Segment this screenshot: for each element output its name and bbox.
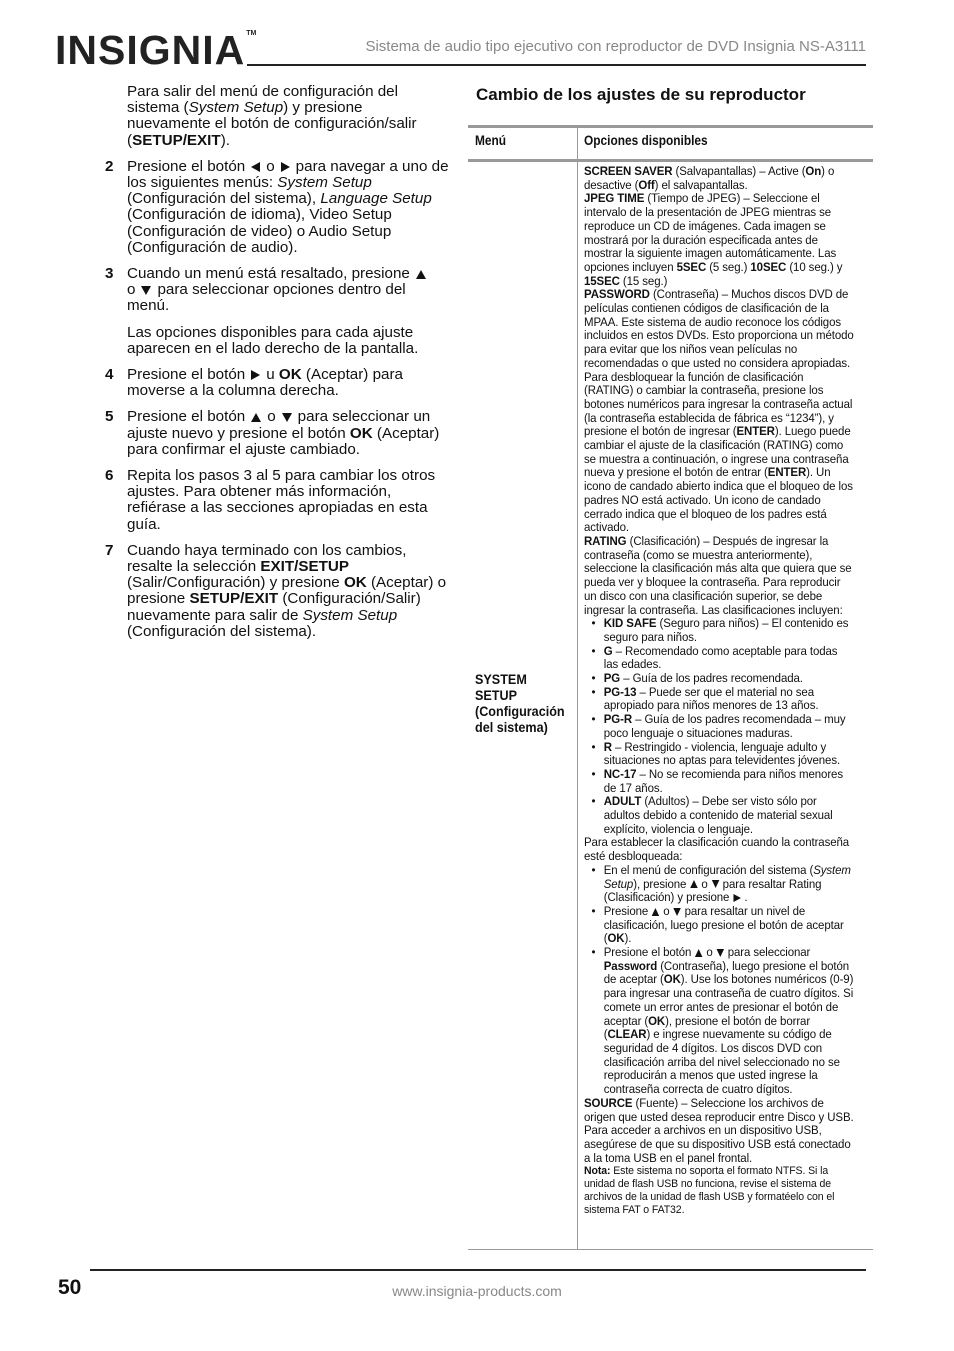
text: Nota: [584, 1165, 611, 1178]
usb-note [584, 1165, 855, 1216]
up-arrow-icon [251, 413, 261, 422]
down-arrow-icon [711, 880, 719, 888]
text: OK [343, 574, 367, 592]
page-number: 50 [58, 1276, 82, 1299]
text: ). Luego puede cambiar el ajuste de la clasificación (RATING) como se muestra a continuación, o ingrese una contraseña nueva y presione el botón de entrar ( [584, 424, 851, 480]
table-top-rule [468, 125, 873, 128]
text: (Seguro para niños) – El contenido es seguro para niños. [603, 616, 849, 644]
text: ). [624, 931, 632, 946]
down-arrow-icon [673, 908, 681, 916]
text: (Clasificación) – Después de ingresar la contraseña (como se muestra anteriormente), seleccione la clasificación más alta que quiera que se pueda ver y bloquee la contraseña. Para reproducir un disco con una clasificación superior, se debe ingresar la contraseña. Las clasificaciones incluyen: [584, 533, 852, 617]
text: SCREEN SAVER [584, 164, 673, 178]
table-header-rule [468, 159, 873, 162]
list-item [584, 795, 855, 836]
text: Presione el botón [127, 366, 246, 384]
left-arrow-icon [251, 162, 260, 172]
jpeg-time-option [584, 192, 855, 288]
text: (15 seg.) [619, 273, 668, 288]
text: para seleccionar un ajuste nuevo y presione el botón [127, 408, 431, 442]
list-item [584, 645, 855, 672]
text: ). Un icono de candado abierto indica que el bloqueo de los padres NO está activado. Un icono de candado cerrado indica que el bloqueo de los padres está activado. [584, 465, 853, 535]
text: para seleccionar [727, 945, 811, 960]
footer-rule [90, 1269, 866, 1271]
text: o [663, 903, 670, 918]
text: System Setup [188, 99, 284, 117]
text: Cuando un menú está resaltado, presione [127, 265, 410, 283]
text: – No se recomienda para niños menores de 17 años. [603, 766, 843, 795]
list-item [584, 617, 855, 644]
text: – Guía de los padres recomendada – muy poco lenguaje o situaciones maduras. [603, 712, 846, 740]
unlock-intro: Para establecer la clasificación cuando la contraseña esté desbloqueada: [584, 835, 850, 864]
text: o [706, 945, 713, 960]
step-text [127, 159, 450, 256]
text: 15SEC [584, 273, 620, 288]
text: ). [220, 131, 230, 149]
text: Para salir del menú de configuración del sistema ( [127, 83, 399, 117]
text: System Setup [603, 862, 851, 891]
down-arrow-icon [282, 413, 292, 422]
menu-label-line: SYSTEM [475, 671, 527, 687]
text: (Contraseña) – Muchos discos DVD de películas contienen códigos de clasificación de la MPAA. Este sistema de audio reconoce los códigos incluidos en estos DVDs. Esto proporciona un método para evitar que los niños vean películas no recomendadas o que usted no considera apropiadas. Para desbloquear la función de clasificación (RATING) o cambiar la contraseña, presione los botones numéricos para ingresar la contraseña actual (la contraseña establecida de fábrica es “1234”), y presione el botón de ingresar ( [584, 287, 854, 439]
step-4 [105, 367, 450, 399]
text: KID SAFE [603, 616, 657, 631]
footer-url: www.insignia-products.com [392, 1283, 562, 1299]
step-number: 6 [105, 467, 114, 485]
text: 5SEC [676, 259, 707, 274]
text: Off [638, 177, 655, 192]
step-text [127, 543, 450, 640]
text: (Configuración del sistema). [127, 622, 317, 640]
step-3 [105, 266, 450, 315]
text: (Configuración/Salir) nuevamente para salir de [127, 590, 421, 624]
text: ) e ingrese nuevamente su código de seguridad de 4 dígitos. Los discos DVD con clasificación arriba del nivel seleccionado no se reproducirán a menos que usted ingrese la contraseña correcta de cuatro dígitos. [603, 1027, 840, 1097]
text: (Adultos) – Debe ser visto sólo por adultos debido a contenido de material sexual explícito, violencia o lenguaje. [603, 794, 833, 836]
insignia-logo [55, 27, 257, 73]
text: En el menú de configuración del sistema ( [603, 862, 814, 877]
step-5 [105, 409, 450, 458]
text: Presione el botón [603, 945, 692, 960]
text: (Fuente) – Seleccione los archivos de origen que usted desea reproducir entre Disco y USB. Para acceder a archivos en un dispositivo USB, asegúrese de que su dispositivo USB está conectado a la toma USB en el panel frontal. [584, 1095, 854, 1165]
text: (Contraseña), luego presione el botón de aceptar ( [603, 958, 850, 987]
menu-label-line: (Configuración [475, 703, 565, 719]
text: . [744, 890, 748, 905]
text: para resaltar Rating (Clasificación) y presione [603, 876, 822, 905]
menu-label-line: SETUP [475, 687, 518, 703]
step-number: 3 [105, 265, 114, 283]
list-item [584, 768, 855, 795]
table-bottom-rule [468, 1249, 873, 1250]
text: G [603, 643, 613, 658]
step-2 [105, 159, 450, 256]
text: (Salvapantallas) – Active ( [672, 164, 806, 178]
step-3-note: Las opciones disponibles para cada ajuste aparecen en el lado derecho de la pantalla. [127, 323, 419, 357]
text: ENTER [767, 465, 807, 480]
step-number: 5 [105, 408, 114, 426]
list-item [584, 905, 855, 946]
text: (Aceptar) para confirmar el ajuste cambiado. [127, 424, 440, 458]
list-item [584, 946, 855, 1097]
text: EXIT/SETUP [260, 558, 350, 576]
text: o [127, 281, 136, 299]
step-7 [105, 543, 450, 640]
text: ), presione el botón de borrar ( [603, 1013, 811, 1042]
list-item [584, 686, 855, 713]
text: (Aceptar) o presione [127, 574, 447, 608]
up-arrow-icon [652, 908, 660, 916]
menu-label-line: del sistema) [475, 719, 548, 735]
text: ) el salvapantallas. [654, 177, 748, 192]
screen-saver-option [584, 165, 855, 192]
text: OK [648, 1013, 666, 1028]
text: para seleccionar opciones dentro del menú. [127, 281, 406, 315]
text: OK [278, 366, 302, 384]
header-title: Sistema de audio tipo ejecutivo con reproductor de DVD Insignia NS-A3111 [365, 38, 866, 55]
step-6 [105, 468, 450, 533]
text: ) o desactive ( [584, 164, 835, 192]
text: SETUP/EXIT [189, 590, 279, 608]
up-arrow-icon [690, 880, 698, 888]
table-header-options: Opciones disponibles [584, 132, 708, 148]
text: – Restringido - violencia, lenguaje adulto y situaciones no aptas para televidentes jóvenes. [603, 739, 841, 768]
right-arrow-icon [733, 894, 741, 902]
menu-cell [475, 671, 565, 735]
text: (Configuración de idioma), Video Setup (Configuración de video) o Audio Setup (Configuración de audio). [127, 206, 392, 256]
text: – Guía de los padres recomendada. [620, 671, 803, 686]
logo-text: INSIGNIA [55, 27, 246, 73]
text: ENTER [736, 424, 775, 439]
text: Language Setup [320, 190, 432, 208]
intro-paragraph [127, 84, 450, 149]
down-arrow-icon [141, 286, 151, 295]
text: o [267, 408, 276, 426]
table-column-divider [577, 128, 578, 1249]
text: (10 seg.) y [786, 259, 843, 274]
text: ) y presione nuevamente el botón de configuración/salir ( [127, 99, 417, 149]
text: PG-R [603, 712, 633, 727]
text: System Setup [302, 606, 398, 624]
text: OK [349, 424, 373, 442]
text: para resaltar un nivel de clasificación, luego presione el botón de aceptar ( [603, 903, 844, 946]
text: ADULT [603, 794, 642, 809]
text: Presione [603, 903, 649, 918]
right-arrow-icon [251, 370, 260, 380]
list-item [584, 672, 855, 686]
text: PG-13 [603, 684, 637, 699]
text: OK [663, 972, 681, 987]
text: (Configuración del sistema), [127, 190, 321, 208]
step-text [127, 367, 450, 399]
header-rule [247, 64, 866, 66]
step-text [127, 266, 450, 315]
text: Cuando haya terminado con los cambios, resalte la selección [127, 541, 407, 576]
rating-list [584, 617, 855, 836]
list-item [584, 713, 855, 740]
text: PASSWORD [584, 287, 650, 302]
up-arrow-icon [416, 270, 426, 279]
text: o [266, 157, 275, 175]
text: – Recomendado como aceptable para todas las edades. [603, 643, 838, 672]
right-arrow-icon [281, 162, 290, 172]
text: (Tiempo de JPEG) – Seleccione el intervalo de la presentación de JPEG mientras se reproduce un CD de imágenes. Cada imagen se mostrará por la duración especificada antes de mostrar la siguiente imagen automáticamente. Las opciones incluyen [584, 191, 837, 274]
list-item [584, 864, 855, 905]
source-option [584, 1097, 855, 1166]
text: SETUP/EXIT [132, 131, 221, 149]
up-arrow-icon [695, 949, 703, 957]
step-text: Repita los pasos 3 al 5 para cambiar los otros ajustes. Para obtener más información, refiérase a las secciones apropiadas en esta guía. [127, 467, 436, 533]
text: (Salir/Configuración) y presione [127, 574, 344, 592]
text: ). Use los botones numéricos (0-9) para ingresar una contraseña de cuatro dígitos. Si comete un error antes de presionar el botón de aceptar ( [603, 972, 854, 1028]
rating-option [584, 535, 855, 617]
options-cell [584, 165, 855, 1217]
text: Password [603, 958, 658, 973]
table-header-menu: Menú [475, 132, 507, 148]
text: Presione el botón [127, 157, 246, 175]
logo-trademark: TM [246, 30, 257, 37]
text: Presione el botón [127, 408, 246, 426]
text: NC-17 [603, 766, 637, 781]
text: PG [603, 671, 621, 686]
text: u [266, 366, 279, 384]
step-text [127, 409, 450, 458]
unlock-steps [584, 864, 855, 1097]
text: para navegar a uno de los siguientes menús: [127, 157, 449, 192]
text: (5 seg.) [706, 259, 751, 274]
step-number: 2 [105, 157, 114, 175]
text: JPEG TIME [584, 191, 645, 206]
text: ), presione [633, 876, 687, 891]
text: Este sistema no soporta el formato NTFS. Si la unidad de flash USB no funciona, revise el sistema de archivos de la unidad de flash USB y formatéelo con el sistema FAT o FAT32. [584, 1165, 835, 1216]
list-item [584, 741, 855, 768]
text: OK [607, 931, 625, 946]
text: – Puede ser que el material no sea apropiado para niños menores de 13 años. [603, 684, 819, 713]
text: CLEAR [607, 1027, 647, 1042]
text: 10SEC [750, 259, 787, 274]
instructions-column [105, 84, 450, 650]
text: o [701, 876, 708, 891]
down-arrow-icon [716, 949, 724, 957]
text: System Setup [277, 174, 372, 192]
step-number: 7 [105, 541, 114, 559]
step-number: 4 [105, 366, 114, 384]
text: R [603, 739, 612, 754]
text: On [805, 164, 822, 178]
text: RATING [584, 533, 627, 548]
text: SOURCE [584, 1095, 633, 1110]
text: (Aceptar) para moverse a la columna derecha. [127, 366, 403, 400]
password-option [584, 288, 855, 535]
section-title: Cambio de los ajustes de su reproductor [476, 85, 806, 104]
